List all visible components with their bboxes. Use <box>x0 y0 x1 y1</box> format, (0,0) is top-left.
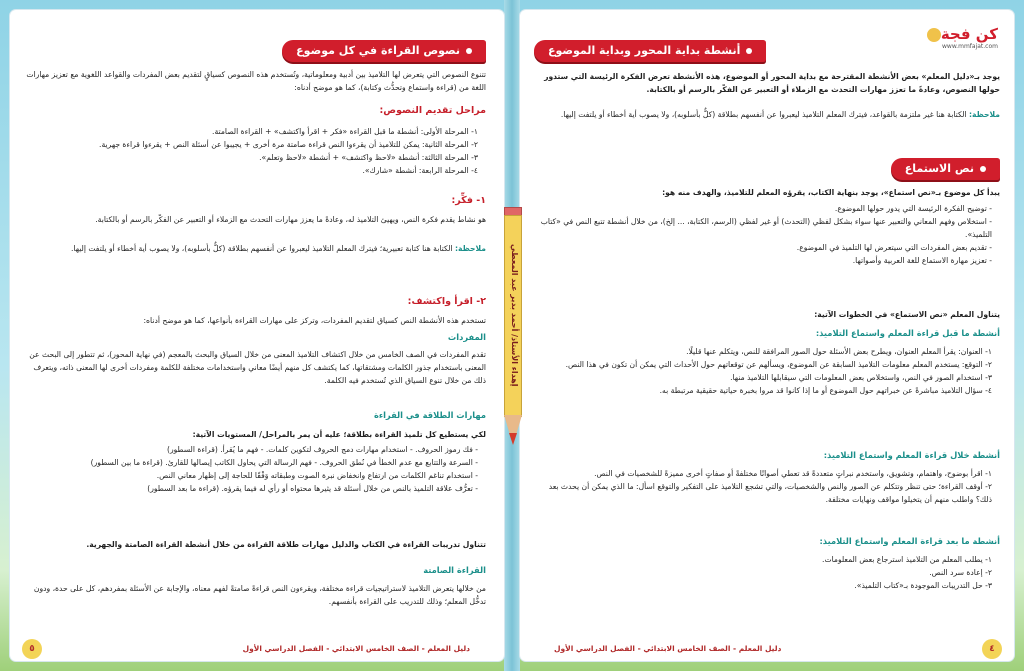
listening-intro: يبدأ كل موضوع بـ«نص استماع»، يوجد بنهاية الكتاب، يقرؤه المعلم للتلاميذ، والهدف منه هو: <box>662 188 1000 197</box>
before-reading-title: أنشطة ما قبل قراءة المعلم واستماع التلاميذ: <box>815 328 1000 338</box>
fluency-list <box>26 443 478 495</box>
listening-steps-intro: يتناول المعلم «نص الاستماع» في الخطوات الآتية: <box>814 310 1000 319</box>
silent-reading-text: من خلالها يتعرض التلاميذ لاستراتيجيات قراءة مختلفة، ويقرءون النص قراءةً صامتةً لفهم معناه، والإجابة عن الأسئلة بمفردهم، كل على حدة، ودون تدخُّل المعلم؛ وذلك للتدريب على القراءة بأنفسهم. <box>33 584 486 606</box>
read-discover-title: ٢- اقرأ واكتشف: <box>407 296 486 307</box>
list-item: ٢- التوقع: يستخدم المعلم معلومات التلاميذ السابقة عن الموضوع، ويسألهم عن توقعاتهم حول الأحداث التي يمكن أن تكون في هذا النص. <box>565 360 992 369</box>
silent-reading-title: القراءة الصامتة <box>423 565 486 575</box>
start-activities-paragraph: يوجد بـ«دليل المعلم» بعض الأنشطة المقترحة مع بداية المحور أو الموضوع، هذه الأنشطة تعرض الفكرة الرئيسة التي ستدور حولها النصوص، وعادةً ما تعزز مهارات التحدث مع الزملاء أو التعبير عن الفكّر بالرسم أو بالكتابة. <box>544 72 1000 94</box>
list-item: ٣- المرحلة الثالثة: أنشطة «لاحظ واكتشف» + أنشطة «لاحظ وتعلم». <box>259 153 478 162</box>
right-page <box>520 10 1014 661</box>
list-item: ٣- حل التدريبات الموجودة بـ«كتاب التلميذ». <box>854 581 992 590</box>
list-item: - توضيح الفكرة الرئيسة التي يدور حولها الموضوع. <box>834 204 992 213</box>
left-note <box>26 242 486 255</box>
fluency-intro: لكي يستطيع كل تلميذ القراءة بطلاقة؛ عليه أن يمر بالمراحل/ المستويات الآتية: <box>192 430 486 439</box>
left-header-label: نصوص القراءة في كل موضوع <box>296 44 460 57</box>
list-item: - تقديم بعض المفردات التي سيتعرض لها التلميذ في الموضوع. <box>796 243 992 252</box>
bullet-icon <box>980 166 986 172</box>
right-header1-label: أنشطة بداية المحور وبداية الموضوع <box>548 44 741 57</box>
list-item: ٢- إعادة سرد النص. <box>929 568 992 577</box>
owl-logo-icon <box>927 28 941 42</box>
before-reading-list <box>536 345 992 397</box>
right-note <box>536 108 1000 121</box>
left-page <box>10 10 504 661</box>
list-item: - استخدام تناغم الكلمات من ارتفاع وانخفاض نبرة الصوت وطبقاته وَفْقًا للحاجة إلى إظهار معاني النص. <box>156 471 478 480</box>
bullet-icon <box>746 48 752 54</box>
right-footer-text: دليل المعلم - الصف الخامس الابتدائي - الفصل الدراسي الأول <box>554 644 782 653</box>
list-item: ١- اقرأ بوضوح، واهتمام، وتشويق، واستخدم نبراتٍ متعددةً قد تعطي أصواتًا مختلفةً أو صفاتٍ أخرى مميزةً للشخصيات في النص. <box>594 469 992 478</box>
right-header2-label: نص الاستماع <box>904 162 974 175</box>
vocab-text: تقدم المفردات في الصف الخامس من خلال اكتشاف التلاميذ المعنى من خلال السياق والبحث بالمعجم (في نهاية المحور)، ثم تتطور إلى البحث عن المعنى باستخدام جذور الكلمات ومشتقاتها، كما يكتشف كل منهم أيضًا معاني واستخدامات مختلفة للكلمة ومفردات أخرى لها المعنى ذاته، ويتعرف ذلك من خلال تنوع السياق الذي تُستخدم فيه الكلمة. <box>29 350 486 385</box>
stages-title: مراحل تقديم النصوص: <box>379 105 486 116</box>
vocab-title: المفردات <box>447 332 486 342</box>
bullet-icon <box>466 48 472 54</box>
right-header-start-activities <box>534 40 766 62</box>
list-item: - تعرُّف علاقة التلميذ بالنص من خلال أسئلة قد يثيرها محتواه أو رأي له فيما يقرؤه. (قراءة ما بعد السطور) <box>147 484 478 493</box>
right-header-listening-text <box>891 158 1000 180</box>
start-activities-text <box>536 70 1000 96</box>
after-reading-title: أنشطة ما بعد قراءة المعلم واستماع التلاميذ: <box>819 536 1000 546</box>
left-intro: تتنوع النصوص التي يتعرض لها التلاميذ بين أدبية ومعلوماتية، وتُستخدم هذه النصوص كسياقٍ لتقديم بعض المفردات والقواعد اللغوية مع تعزيز مهارات اللغة من (قراءة واستماع وتحدُّث وكتابة)، كما هو موضح أدناه: <box>26 70 486 92</box>
listening-goals <box>536 202 992 267</box>
fluency-title: مهارات الطلاقة في القراءة <box>373 410 486 420</box>
site-logo <box>923 24 998 50</box>
think-text: هو نشاط يقدم فكرة النص، ويهيئ التلاميذ له، وعادةً ما يعزز مهارات التحدث مع الزملاء أو التعبير عن الفكّر بالرسم أو بالكتابة. <box>95 215 486 224</box>
pencil-icon <box>495 215 529 455</box>
left-page-number: ٥ <box>22 639 42 659</box>
list-item: ١- العنوان: يقرأ المعلم العنوان، ويطرح بعض الأسئلة حول الصور المرافقة للنص، ويتكلم عنها قليلًا. <box>686 347 992 356</box>
note-text: الكتابة هنا غير ملتزمة بالقواعد، فيترك المعلم التلاميذ ليعبروا عن أنفسهم بطلاقة (كلٌّ بأسلوبه)، ولا يصوب أية أخطاء أو يلتفت إليها. <box>560 110 967 119</box>
during-reading-list <box>536 467 992 506</box>
list-item: ١- يطلب المعلم من التلاميذ استرجاع بعض المعلومات. <box>822 555 992 564</box>
left-footer: دليل المعلم - الصف الخامس الابتدائي - الفصل الدراسي الأول <box>242 644 470 653</box>
list-item: ٢- المرحلة الثانية: يمكن للتلاميذ أن يقرءوا النص قراءة صامتة مرة أخرى + يجيبوا عن أسئلة النص + يقرءوا قراءة جهرية. <box>99 140 478 149</box>
right-page-number: ٤ <box>982 639 1002 659</box>
left-header-reading-texts <box>282 40 486 62</box>
list-item: - فك رموز الحروف. - استخدام مهارات دمج الحروف لتكوين كلمات. - فهم ما يُقرأ. (قراءة السطور) <box>166 445 478 454</box>
note-text: الكتابة هنا كتابة تعبيرية؛ فيترك المعلم التلاميذ ليعبروا عن أنفسهم بطلاقة (كلٌّ بأسلوبه)، ولا يصوب أية أخطاء أو يلتفت إليها. <box>70 244 453 253</box>
fluency-closing: تتناول تدريبات القراءة في الكتاب والدليل مهارات طلاقة القراءة من خلال أنشطة القراءة الصامتة والجهرية. <box>86 540 486 549</box>
think-title: ١- فكِّر: <box>451 195 486 206</box>
logo-name: كن فجة <box>940 25 998 43</box>
list-item: ١- المرحلة الأولى: أنشطة ما قبل القراءة «فكر + اقرأ واكتشف» + القراءة الصامتة. <box>212 127 478 136</box>
pencil-lead <box>509 433 517 445</box>
during-reading-title: أنشطة خلال قراءة المعلم واستماع التلاميذ: <box>823 450 1000 460</box>
list-item: ٢- أوقف القراءة؛ حتى تنظر وتتكلم عن الصور والنص والشخصيات، والتي تشجع التلاميذ على التفكير والتوقع اسأل: ما الذي يمكن أن يحدث بعد ذلك؟ واطلب منهم أن يتخيلوا مواقف ونهايات مختلفة. <box>548 482 992 504</box>
list-item: - استخلاص وفهم المعاني والتعبير عنها سواء بشكل لفظي (التحدث) أو غير لفظي (الرسم، الكتابة، ... إلخ)، من خلال أنشطة تتبع النص في «كتاب التلميذ». <box>540 217 992 239</box>
note-label: ملاحظة: <box>969 110 1000 119</box>
list-item: ٤- سؤال التلاميذ مباشرةً عن خبراتهم حول الموضوع أو ما إذا كانوا قد مروا بخبرة حياتية حقيقية مرتبطة به. <box>659 386 992 395</box>
stages-list <box>26 125 478 177</box>
right-footer <box>520 640 1014 658</box>
read-discover-text: تستخدم هذه الأنشطة النص كسياق لتقديم المفردات، وتركز على مهارات القراءة بأنواعها، كما هو موضح أدناه: <box>143 316 486 325</box>
list-item: ٣- استخدام الصور في النص، واستخلاص بعض المعلومات التي سيقابلها التلاميذ منها. <box>730 373 992 382</box>
list-item: - السرعة والتتابع مع عدم الخطأ في نُطق الحروف. - فهم الرسالة التي يحاول الكاتب إيصالها للقارئ. (قراءة ما بين السطور) <box>90 458 478 467</box>
after-reading-list <box>536 553 992 592</box>
pencil-dedication: إهداء الأستاذ/ أحمد بدير عبد المعطي <box>510 243 519 387</box>
logo-url: www.mmfajat.com <box>942 43 998 50</box>
list-item: - تعزيز مهارة الاستماع للغة العربية وأصواتها. <box>852 256 992 265</box>
note-label: ملاحظة: <box>455 244 486 253</box>
list-item: ٤- المرحلة الرابعة: أنشطة «شارك». <box>362 166 478 175</box>
